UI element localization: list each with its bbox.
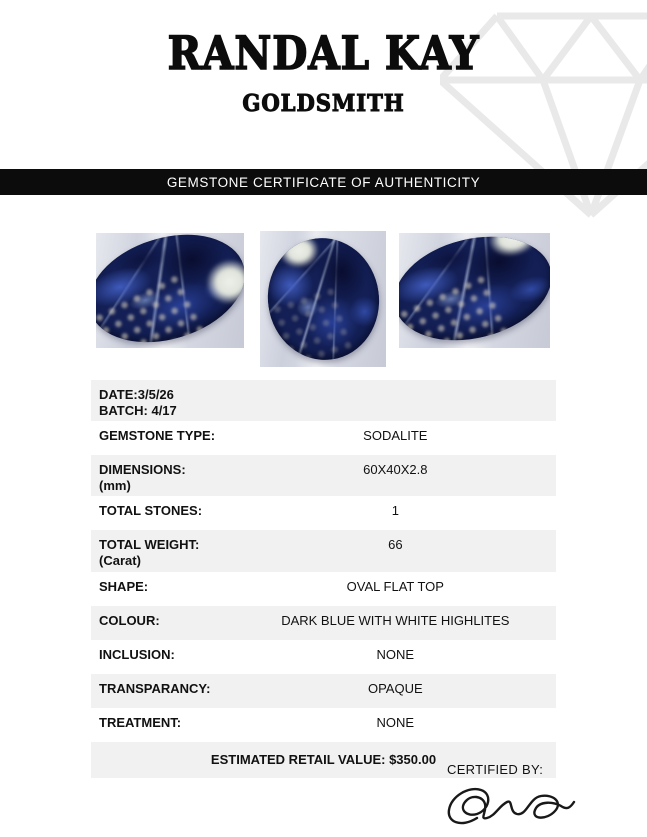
white-inclusion-patch — [484, 233, 542, 261]
table-row-gemstone-type — [91, 421, 556, 455]
gemstone-photo-3 — [399, 233, 550, 348]
row-value: NONE — [376, 646, 415, 662]
retail-value-text: ESTIMATED RETAIL VALUE: $350.00 — [210, 752, 437, 768]
table-row-date-batch — [91, 380, 556, 421]
brand-title: RANDAL KAY — [167, 26, 480, 80]
banner-text: GEMSTONE CERTIFICATE OF AUTHENTICITY — [166, 174, 481, 190]
signature-icon — [443, 778, 577, 832]
row-label: TREATMENT: — [99, 714, 182, 730]
table-row-colour — [91, 606, 556, 640]
row-value: OVAL FLAT TOP — [346, 578, 444, 594]
brand-subtitle: GOLDSMITH — [242, 90, 405, 117]
row-label: COLOUR: — [99, 612, 160, 628]
row-label: SHAPE: — [99, 578, 149, 594]
row-label: TOTAL STONES: — [99, 503, 203, 519]
table-row-inclusion — [91, 640, 556, 674]
row-label: DIMENSIONS: (mm) — [99, 462, 186, 493]
certified-by-block — [447, 762, 577, 832]
row-value: SODALITE — [363, 428, 428, 444]
row-label: INCLUSION: — [99, 646, 175, 662]
sodalite-stone-3 — [399, 233, 550, 348]
certified-by-label: CERTIFIED BY: — [447, 762, 544, 777]
sodalite-stone-1 — [96, 233, 244, 348]
row-label: TOTAL WEIGHT: (Carat) — [99, 537, 200, 568]
row-label: TRANSPARANCY: — [99, 680, 211, 696]
row-value: OPAQUE — [367, 680, 423, 696]
table-row-transparancy — [91, 674, 556, 708]
table-row-total-stones — [91, 496, 556, 530]
row-label: DATE:3/5/26 BATCH: 4/17 — [99, 387, 177, 418]
details-table — [91, 380, 556, 778]
white-inclusion-patch — [276, 231, 320, 270]
bokeh-reflection-dots — [260, 284, 356, 367]
certificate-banner — [0, 169, 647, 195]
gemstone-photo-1 — [96, 233, 244, 348]
row-label: GEMSTONE TYPE: — [99, 428, 216, 444]
bokeh-reflection-dots — [399, 269, 514, 348]
table-row-total-weight — [91, 530, 556, 571]
table-row-shape — [91, 572, 556, 606]
row-value: 60X40X2.8 — [363, 462, 428, 478]
gemstone-photo-2 — [260, 231, 386, 367]
sodalite-stone-2 — [260, 231, 386, 367]
row-value: NONE — [376, 714, 415, 730]
table-row-treatment — [91, 708, 556, 742]
table-row-dimensions — [91, 455, 556, 496]
bokeh-reflection-dots — [96, 268, 211, 348]
row-value: 1 — [391, 503, 399, 519]
row-value: 66 — [388, 537, 403, 553]
row-value: DARK BLUE WITH WHITE HIGHLITES — [281, 612, 510, 628]
white-inclusion-patch — [201, 253, 244, 310]
